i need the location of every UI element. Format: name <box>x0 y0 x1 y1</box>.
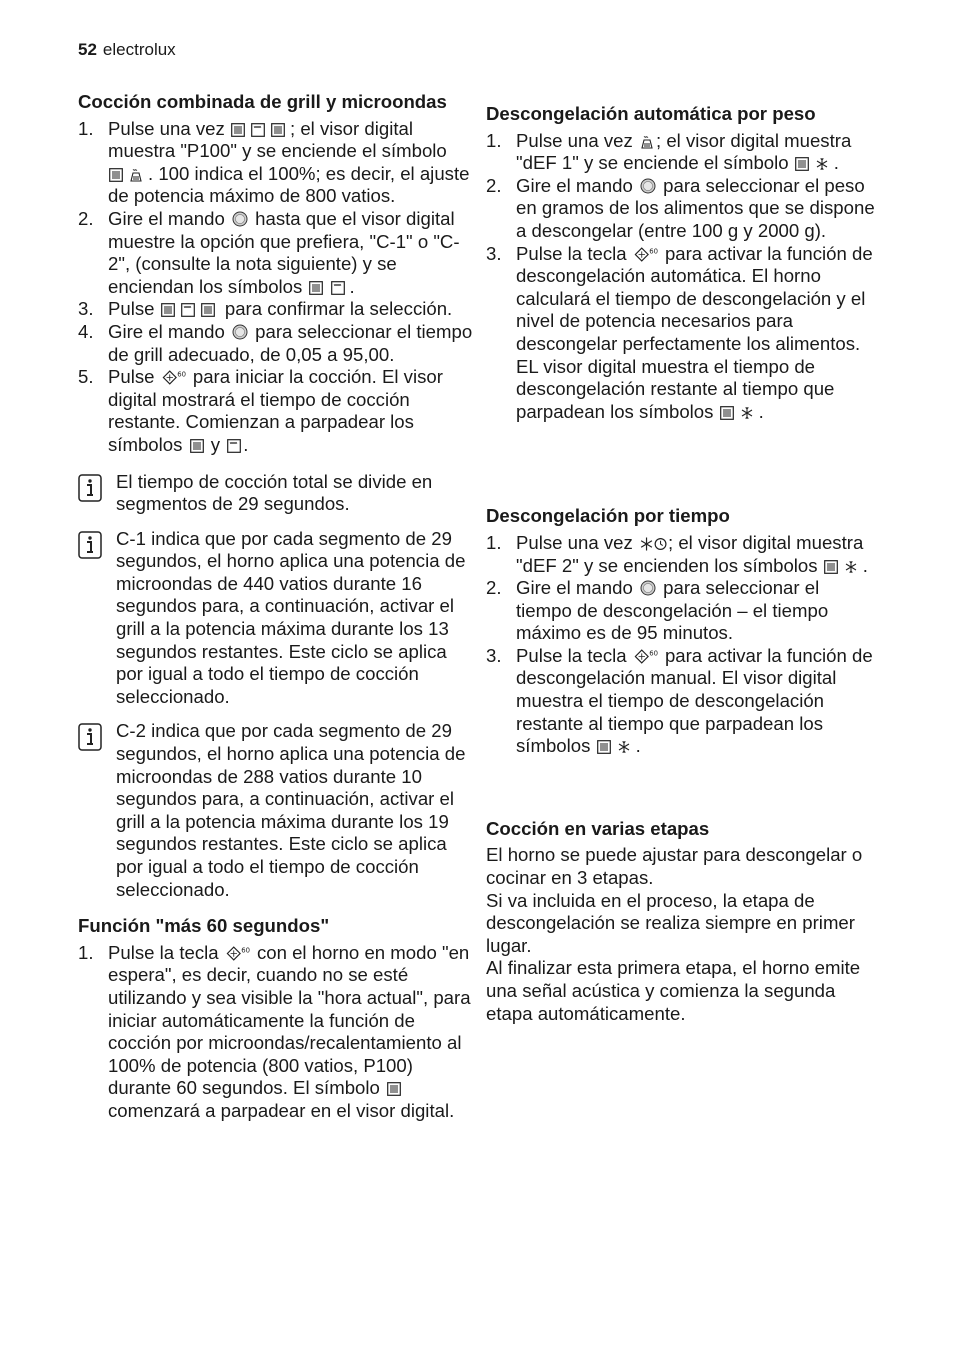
list-item: 5. Pulse para iniciar la cocción. El visor digital mostrará el tiempo de cocción restante. Comienzan a parpadear los símbolos y . <box>78 366 443 455</box>
combined-cooking-steps <box>78 118 474 457</box>
microwave-snowflake-icon <box>720 405 758 421</box>
start-plus60-icon <box>225 945 251 962</box>
right-column <box>486 103 878 1025</box>
list-item: 2. Gire el mando para seleccionar el peso en gramos de los alimentos que se dispone a descongelar (entre 100 g y 2000 g). <box>486 174 875 241</box>
list-item: 1. Pulse la tecla con el horno en modo "en espera", es decir, cuando no se esté utilizando y sea visible la "hora actual", para iniciar automáticamente la función de cocción por microondas/recalentamiento al 100% de potencia (800 vatios, P100) durante 60 segundos. El símbolo comenzará a parpadear en el visor digital. <box>78 941 471 1121</box>
micro-grill-micro-icon <box>161 302 219 318</box>
start-plus60-icon <box>633 648 659 665</box>
list-item: 2. Gire el mando para seleccionar el tiempo de descongelación – el tiempo máximo es de 95 minutos. <box>486 577 829 644</box>
info-icon <box>78 531 102 559</box>
microwave-snowflake-icon <box>795 156 833 172</box>
knob-icon <box>639 579 657 597</box>
microwave-snowflake-icon <box>824 559 862 575</box>
info-icon <box>78 474 102 502</box>
section-title-plus-60: Función "más 60 segundos" <box>78 915 330 937</box>
micro-grill-micro-icon <box>231 122 289 138</box>
grill-icon <box>226 438 242 454</box>
snowflake-clock-icon <box>639 536 667 552</box>
list-item: 1. Pulse una vez ; el visor digital muestra "dEF 1" y se enciende el símbolo . <box>486 129 852 174</box>
paragraph: Al finalizar esta primera etapa, el horno emite una señal acústica y comienza la segunda etapa automáticamente. <box>486 957 861 1024</box>
microwave-icon <box>189 438 205 454</box>
knob-icon <box>639 177 657 195</box>
weight-icon <box>639 134 655 150</box>
section-title-weight-defrost: Descongelación automática por peso <box>486 103 816 124</box>
brand-name: electrolux <box>102 40 176 59</box>
microwave-grill-icon <box>309 280 349 296</box>
list-item: 1. Pulse una vez ; el visor digital muestra "P100" y se enciende el símbolo . 100 indica el 100%; es decir, el ajuste de potencia máximo de 800 vatios. <box>78 117 470 207</box>
list-item: 1. Pulse una vez ; el visor digital muestra "dEF 2" y se encienden los símbolos . <box>486 531 868 576</box>
list-item: 3. Pulse para confirmar la selección. <box>78 298 453 320</box>
section-title-time-defrost: Descongelación por tiempo <box>486 505 730 527</box>
page-header <box>78 40 176 60</box>
page-number: 52 <box>78 40 97 59</box>
info-icon <box>78 723 102 751</box>
knob-icon <box>231 210 249 228</box>
paragraph: El horno se puede ajustar para descongelar o cocinar en 3 etapas. <box>486 844 863 889</box>
list-item: 3. Pulse la tecla para activar la función de descongelación manual. El visor digital muestra el tiempo de descongelación restante al tiempo que parpadean los símbolos . <box>486 644 873 757</box>
knob-icon <box>231 323 249 341</box>
list-item: 2. Gire el mando hasta que el visor digital muestre la opción que prefiera, "C-1" o "C-2", (consulte la nota siguiente) y se enciendan los símbolos . <box>78 207 460 297</box>
left-column <box>78 91 474 1123</box>
paragraph: Si va incluida en el proceso, la etapa de descongelación se realiza siempre en primer lugar. <box>486 889 855 956</box>
microwave-snowflake-icon <box>597 739 635 755</box>
info-note: El tiempo de cocción total se divide en segmentos de 29 segundos. <box>78 471 474 516</box>
start-plus60-icon <box>633 246 659 263</box>
list-item: 3. Pulse la tecla para activar la función de descongelación automática. El horno calculará el tiempo de descongelación y el nivel de potencia necesarios para descongelar perfectamente los alimentos. EL visor digital muestra el tiempo de descongelación restante al tiempo que parpadean los símbolos . <box>486 242 873 422</box>
plus-60-steps <box>78 942 474 1123</box>
microwave-icon <box>386 1081 402 1097</box>
time-defrost-steps <box>486 532 878 758</box>
section-title-combined-cooking: Cocción combinada de grill y microondas <box>78 91 447 112</box>
microwave-weight-icon <box>109 167 147 183</box>
start-plus60-icon <box>161 369 187 386</box>
weight-defrost-steps <box>486 130 878 424</box>
section-title-multi-stage: Cocción en varias etapas <box>486 817 710 839</box>
info-note: C-2 indica que por cada segmento de 29 segundos, el horno aplica una potencia de microondas de 288 vatios durante 10 segundos para, a continuación, activar el grill a la potencia máxima durante los 19 segundos restantes. Este ciclo se aplica por igual a todo el tiempo de cocción seleccionado. <box>78 720 474 901</box>
info-note: C-1 indica que por cada segmento de 29 segundos, el horno aplica una potencia de microondas de 440 vatios durante 16 segundos para, a continuación, activar el grill a la potencia máxima durante los 13 segundos restantes. Este ciclo se aplica por igual a todo el tiempo de cocción seleccionado. <box>78 528 474 709</box>
list-item: 4. Gire el mando para seleccionar el tiempo de grill adecuado, de 0,05 a 95,00. <box>78 320 473 365</box>
